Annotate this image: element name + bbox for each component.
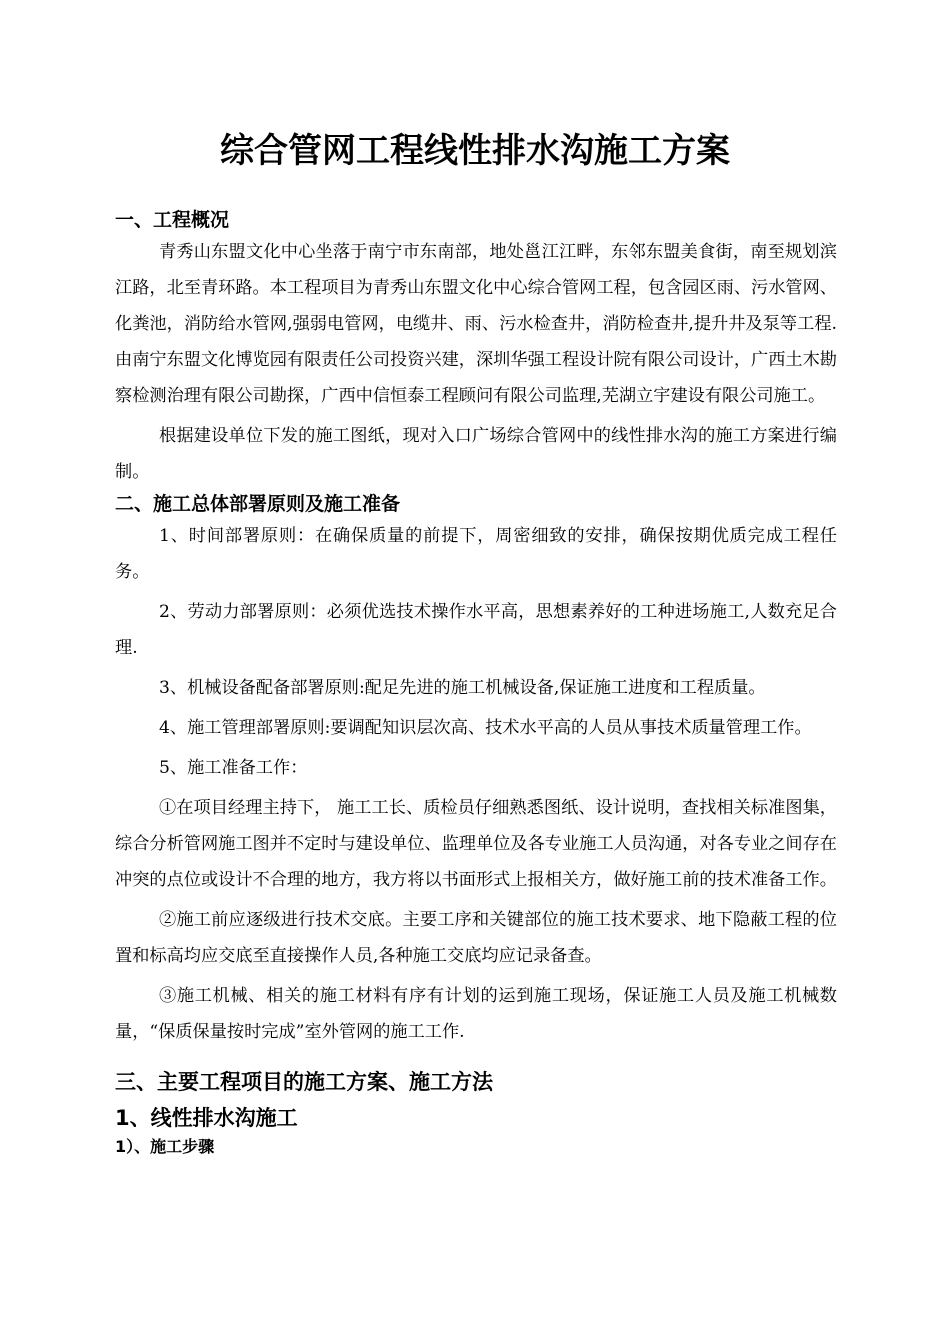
- paragraph: 5、施工准备工作：: [159, 758, 308, 778]
- section-heading-methods: 三、主要工程项目的施工方案、施工方法: [115, 1070, 493, 1094]
- paragraph: 1、时间部署原则：在确保质量的前提下，周密细致的安排，确保按期优质完成工程任务。: [115, 526, 837, 582]
- paragraph: 青秀山东盟文化中心坐落于南宁市东南部，地处邕江江畔，东邻东盟美食街，南至规划滨江路，北至青环路。本工程项目为青秀山东盟文化中心综合管网工程，包含园区雨、污水管网、化粪池，消防给水管网,强弱电管网，电缆井、雨、污水检查井，消防检查井,提升井及泵等工程.由南宁东盟文化博览园有限责任公司投资兴建，深圳华强工程设计院有限公司设计，广西土木勘察检测治理有限公司勘探，广西中信恒泰工程顾问有限公司监理,芜湖立宇建设有限公司施工。: [115, 242, 837, 406]
- subsection-heading-drain: 1、线性排水沟施工: [115, 1106, 298, 1130]
- section-heading-deployment: 二、施工总体部署原则及施工准备: [115, 493, 401, 515]
- paragraph: ①在项目经理主持下， 施工工长、质检员仔细熟悉图纸、设计说明，查找相关标准图集，综合分析管网施工图并不定时与建设单位、监理单位及各专业施工人员沟通，对各专业之间存在冲突的点位或设计不合理的地方，我方将以书面形式上报相关方，做好施工前的技术准备工作。: [115, 798, 837, 890]
- section-heading-overview: 一、工程概况: [115, 209, 230, 231]
- subsection-heading-steps: 1）、施工步骤: [115, 1137, 215, 1156]
- paragraph: 根据建设单位下发的施工图纸，现对入口广场综合管网中的线性排水沟的施工方案进行编制。: [115, 426, 837, 482]
- document-body: [115, 206, 837, 1158]
- document-title: 综合管网工程线性排水沟施工方案: [220, 131, 730, 171]
- paragraph: ②施工前应逐级进行技术交底。主要工序和关键部位的施工技术要求、地下隐蔽工程的位置和标高均应交底至直接操作人员,各种施工交底均应记录备查。: [115, 910, 837, 966]
- paragraph: ③施工机械、相关的施工材料有序有计划的运到施工现场，保证施工人员及施工机械数量，“保质保量按时完成”室外管网的施工工作.: [115, 986, 837, 1042]
- paragraph: 3、机械设备配备部署原则:配足先进的施工机械设备,保证施工进度和工程质量。: [159, 678, 766, 698]
- paragraph: 4、施工管理部署原则:要调配知识层次高、技术水平高的人员从事技术质量管理工作。: [159, 718, 812, 738]
- paragraph: 2、劳动力部署原则：必须优选技术操作水平高，思想素养好的工种进场施工,人数充足合理.: [115, 602, 837, 658]
